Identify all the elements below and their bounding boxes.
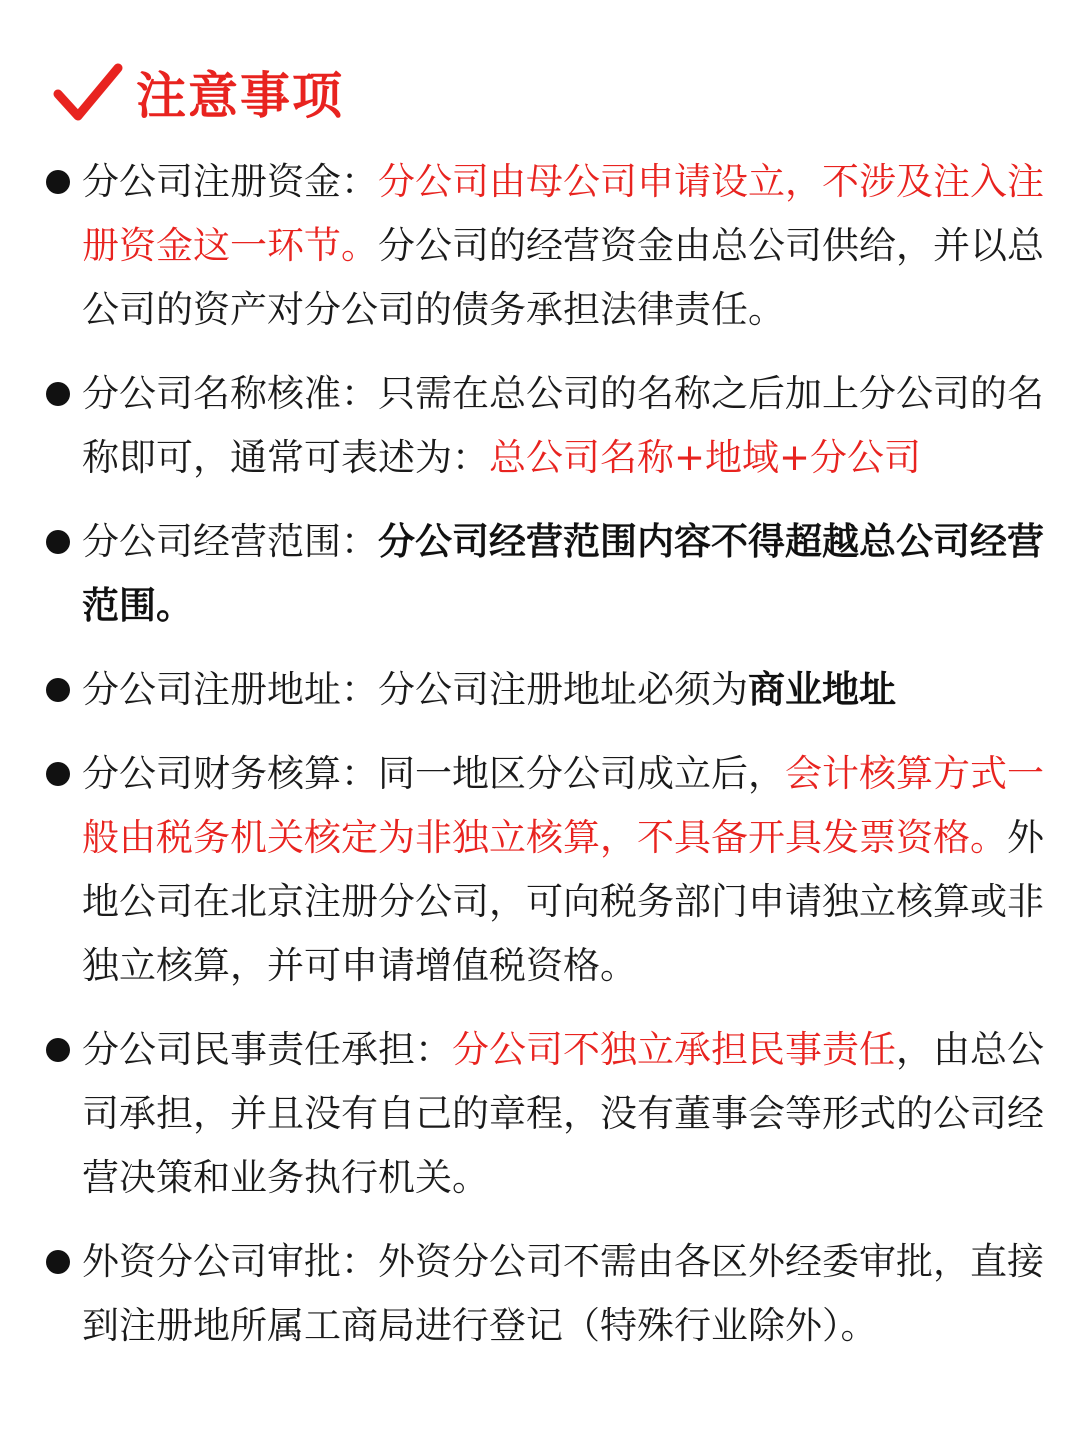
list-item xyxy=(44,1018,1054,1210)
item-label: 分公司注册资金： xyxy=(82,160,378,203)
body-text: 同一地区分公司成立后， xyxy=(378,752,785,795)
item-label: 外资分公司审批： xyxy=(82,1240,378,1283)
bullet-dot-icon xyxy=(46,1038,70,1062)
highlight-text: 会计核算方式一般由税务机关核定为非独立核算，不具备开具发票资格。 xyxy=(82,752,1044,859)
page-title: 注意事项 xyxy=(136,67,344,125)
checkmark-icon xyxy=(52,60,124,124)
body-text: 分公司的经营资金由总公司供给，并以总公司的资产对分公司的债务承担法律责任。 xyxy=(82,224,1044,331)
bold-text: 分公司经营范围内容不得超越总公司经营范围。 xyxy=(82,520,1044,627)
list-item xyxy=(44,658,1054,722)
bold-text: 商业地址 xyxy=(748,668,896,711)
bullet-dot-icon xyxy=(46,530,70,554)
body-text: 外资分公司不需由各区外经委审批，直接到注册地所属工商局进行登记（特殊行业除外）。 xyxy=(82,1240,1044,1347)
item-label: 分公司经营范围： xyxy=(82,520,378,563)
highlight-text: 分公司不独立承担民事责任 xyxy=(452,1028,896,1071)
list-item xyxy=(44,742,1054,998)
bullet-dot-icon xyxy=(46,678,70,702)
list-item xyxy=(44,362,1054,490)
header xyxy=(52,52,344,132)
highlight-text: 总公司名称+地域+分公司 xyxy=(489,436,922,479)
bullet-dot-icon xyxy=(46,382,70,406)
bullet-dot-icon xyxy=(46,762,70,786)
list-item xyxy=(44,1230,1054,1358)
item-label: 分公司民事责任承担： xyxy=(82,1028,452,1071)
body-text: ，由总公司承担，并且没有自己的章程，没有董事会等形式的公司经营决策和业务执行机关。 xyxy=(82,1028,1044,1199)
item-label: 分公司财务核算： xyxy=(82,752,378,795)
notes-list xyxy=(44,150,1054,1378)
body-text: 只需在总公司的名称之后加上分公司的名称即可，通常可表述为： xyxy=(82,372,1044,479)
list-item xyxy=(44,510,1054,638)
list-item xyxy=(44,150,1054,342)
body-text: 外地公司在北京注册分公司，可向税务部门申请独立核算或非独立核算，并可申请增值税资格。 xyxy=(82,816,1044,987)
item-label: 分公司名称核准： xyxy=(82,372,378,415)
item-label: 分公司注册地址： xyxy=(82,668,378,711)
bullet-dot-icon xyxy=(46,170,70,194)
body-text: 分公司注册地址必须为 xyxy=(378,668,748,711)
bullet-dot-icon xyxy=(46,1250,70,1274)
highlight-text: 分公司由母公司申请设立，不涉及注入注册资金这一环节。 xyxy=(82,160,1044,267)
